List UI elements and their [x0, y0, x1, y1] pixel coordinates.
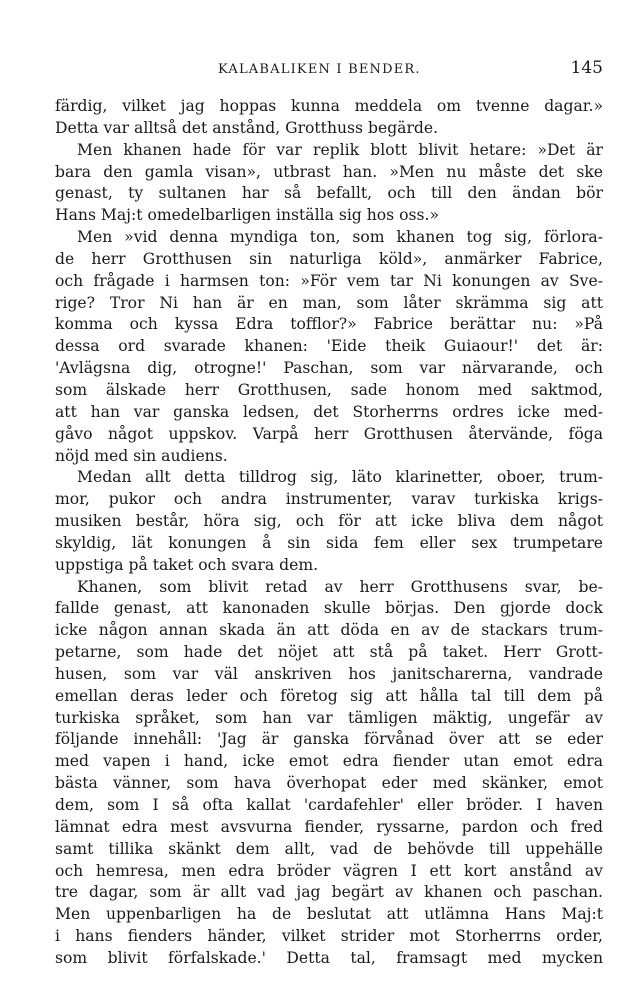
text-line: fallde genast, att kanonaden skulle börjas. Den gjorde dock — [55, 599, 603, 618]
text-line: dessa ord svarade khanen: 'Eide theik Guiaour!' det är: — [55, 337, 603, 356]
text-line: husen, som var väl anskriven hos janitscharerna, vandrade — [55, 664, 603, 683]
text-line: icke någon annan skada än att döda en av de stackars trum- — [55, 621, 603, 640]
text-line: Hans Maj:t omedelbarligen inställa sig hos oss.» — [55, 206, 440, 225]
text-line: musiken består, höra sig, och för att icke bliva dem något — [55, 512, 603, 531]
text-line: Men khanen hade för var replik blott blivit hetare: »Det är — [77, 140, 603, 159]
text-line: och frågade i harmsen ton: »För vem tar Ni konungen av Sve- — [55, 271, 603, 290]
text-line: lämnat edra mest avsvurna fiender, ryssarne, pardon och fred — [55, 817, 603, 836]
text-line: nöjd med sin audiens. — [55, 446, 228, 465]
text-line: gåvo något uppskov. Varpå herr Grotthusen återvände, föga — [55, 424, 603, 443]
text-line: bästa vänner, som hava överhopat eder med skänker, emot — [55, 774, 603, 793]
text-line: komma och kyssa Edra tofflor?» Fabrice berättar nu: »På — [55, 315, 603, 334]
text-line: och hemresa, men edra bröder vägren I ett kort anstånd av — [55, 861, 603, 880]
text-line: Medan allt detta tilldrog sig, läto klarinetter, oboer, trum- — [77, 468, 603, 487]
text-line: 'Avlägsna dig, otrogne!' Paschan, som var närvarande, och — [55, 359, 603, 378]
text-line: rige? Tror Ni han är en man, som låter skrämma sig att — [55, 293, 603, 312]
text-line: skyldig, lät konungen å sin sida fem eller sex trumpetare — [55, 533, 603, 552]
text-line: i hans fienders händer, vilket strider mot Storherrns order, — [55, 927, 603, 946]
body-text — [55, 96, 603, 970]
text-line: som älskade herr Grotthusen, sade honom med saktmod, — [55, 380, 603, 399]
text-line: färdig, vilket jag hoppas kunna meddela om tvenne dagar.» — [55, 97, 603, 115]
text-line: mor, pukor och andra instrumenter, varav turkiska krigs- — [55, 490, 603, 509]
text-line: Khanen, som blivit retad av herr Grotthusens svar, be- — [77, 577, 603, 596]
running-head — [55, 58, 603, 82]
text-line: de herr Grotthusen sin naturliga köld», anmärker Fabrice, — [55, 249, 603, 268]
text-line: Men uppenbarligen ha de beslutat att utlämna Hans Maj:t — [55, 905, 603, 924]
running-title: KALABALIKEN I BENDER. — [218, 62, 421, 77]
text-line: bara den gamla visan», utbrast han. »Men nu måste det ske — [55, 162, 603, 181]
text-line: uppstiga på taket och svara dem. — [55, 555, 319, 574]
text-line: dem, som I så ofta kallat 'cardafehler' eller bröder. I haven — [55, 796, 603, 814]
text-line: som blivit förfalskade.' Detta tal, framsagt med mycken — [55, 948, 603, 967]
text-line: turkiska språket, som han var tämligen mäktig, ungefär av — [55, 708, 603, 727]
text-line: samt tillika skänkt dem allt, vad de behövde till uppehälle — [55, 839, 603, 858]
text-line: genast, ty sultanen har så befallt, och till den ändan bör — [55, 184, 603, 203]
text-line: Men »vid denna myndiga ton, som khanen tog sig, förlora- — [77, 228, 603, 247]
text-line: Detta var alltså det anstånd, Grotthuss begärde. — [55, 118, 439, 137]
text-line: petarne, som hade det nöjet att stå på taket. Herr Grott- — [55, 643, 603, 662]
page-number: 145 — [570, 58, 603, 78]
text-line: tre dagar, som är allt vad jag begärt av khanen och paschan. — [55, 883, 603, 902]
text-line: följande innehåll: 'Jag är ganska förvånad över att se eder — [55, 730, 603, 749]
text-line: emellan deras leder och företog sig att hålla tal till dem på — [55, 686, 603, 705]
text-line: att han var ganska ledsen, det Storherrns ordres icke med- — [55, 402, 603, 421]
text-line: med vapen i hand, icke emot edra fiender utan emot edra — [55, 752, 603, 771]
